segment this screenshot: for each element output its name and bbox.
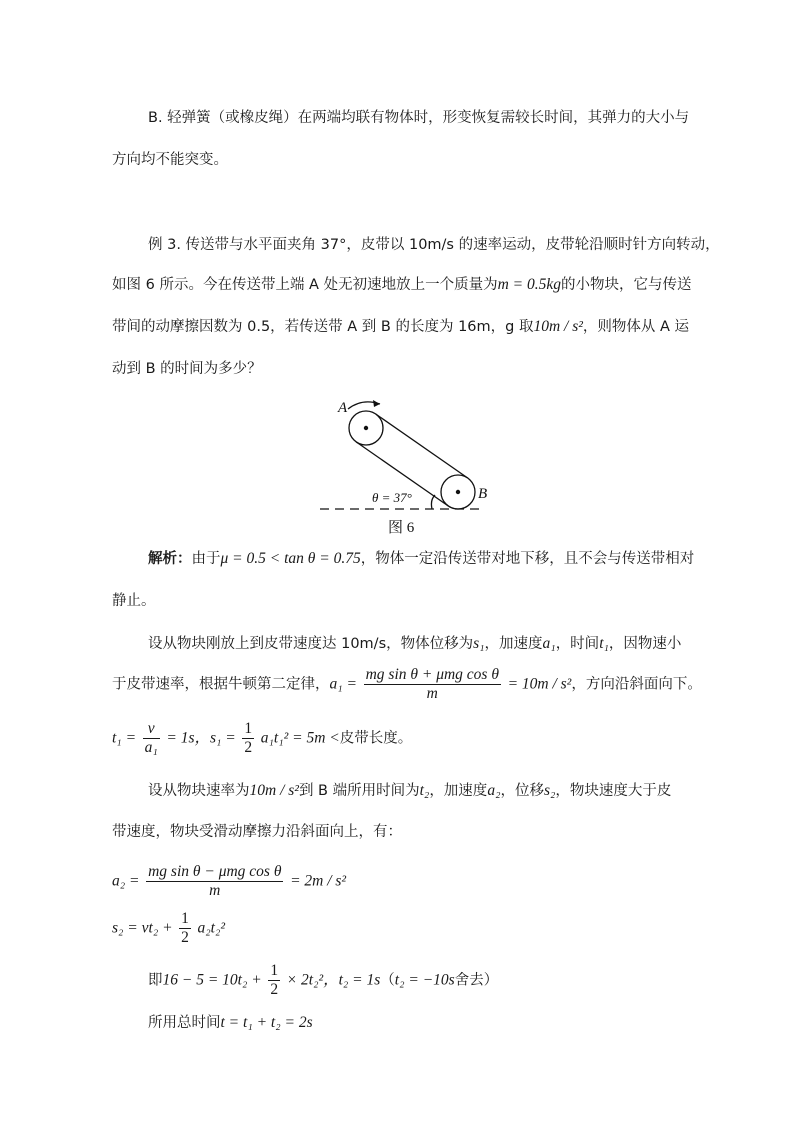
example-line4: 动到 B 的时间为多少？ [112, 361, 262, 377]
solution-p4: t₁ = $\frac{v}{\text{a₁}}$ = 1s，s₁ = $\frac{1}{2}$ a₁t₁² = 5m <皮带长度。 [112, 720, 413, 756]
total-time: 所用总时间t = t₁ + t₂ = 2s [148, 1014, 313, 1031]
equation-ji: 即16 − 5 = 10t₂ + $\frac{1}{2}$ × 2t₂²，t₂ = 1s（t₂ = −10s舍去） [148, 962, 499, 998]
label-a: A [338, 400, 348, 416]
solution-p6: 带速度，物块受滑动摩擦力沿斜面向上，有： [112, 824, 402, 840]
example-line1: 例 3. 传送带与水平面夹角 37°，皮带以 10m/s 的速率运动，皮带轮沿顺时针方向转动， [148, 237, 720, 253]
equation-s2: s₂ = vt₂ + $\frac{1}{2}$ a₂t₂² [112, 910, 225, 946]
label-b: B [478, 486, 488, 502]
solution-line2: 静止。 [112, 593, 156, 609]
solution-p3: 于皮带速率，根据牛顿第二定律，a₁ = $\frac{\text{mg sin θ + μmg cos θ}}{m}$ = 10m / s²，方向沿斜面向下。 [112, 666, 702, 702]
solution-line1: 解析：由于μ = 0.5 < tan θ = 0.75，物体一定沿传送带对地下移，且不会与传送带相对 [148, 550, 695, 567]
solution-p2: 设从物块刚放上到皮带速度达 10m/s，物体位移为s₁，加速度a₁，时间t₁，因物速小 [148, 635, 682, 652]
point-b-line1: B. 轻弹簧（或橡皮绳）在两端均联有物体时，形变恢复需较长时间，其弹力的大小与 [148, 110, 690, 126]
figure-caption: 图 6 [388, 520, 415, 536]
angle-label: θ = 37° [372, 490, 412, 505]
point-b-line2: 方向均不能突变。 [112, 152, 228, 168]
equation-a2: a₂ = $\frac{\text{mg sin θ − μmg cos θ}}{m}$ = 2m / s² [112, 863, 347, 899]
example-line3: 带间的动摩擦因数为 0.5，若传送带 A 到 B 的长度为 16m，g 取10m / s²，则物体从 A 运 [112, 318, 690, 335]
example-line2: 如图 6 所示。今在传送带上端 A 处无初速地放上一个质量为m = 0.5kg的小物块，它与传送 [112, 276, 692, 293]
belt-top [376, 414, 468, 478]
arrow-head-icon [373, 400, 380, 407]
conveyor-belt-figure [310, 392, 510, 542]
solution-p5: 设从物块速率为10m / s²到 B 端所用时间为t₂，加速度a₂，位移s₂，物块速度大于皮 [148, 782, 672, 799]
